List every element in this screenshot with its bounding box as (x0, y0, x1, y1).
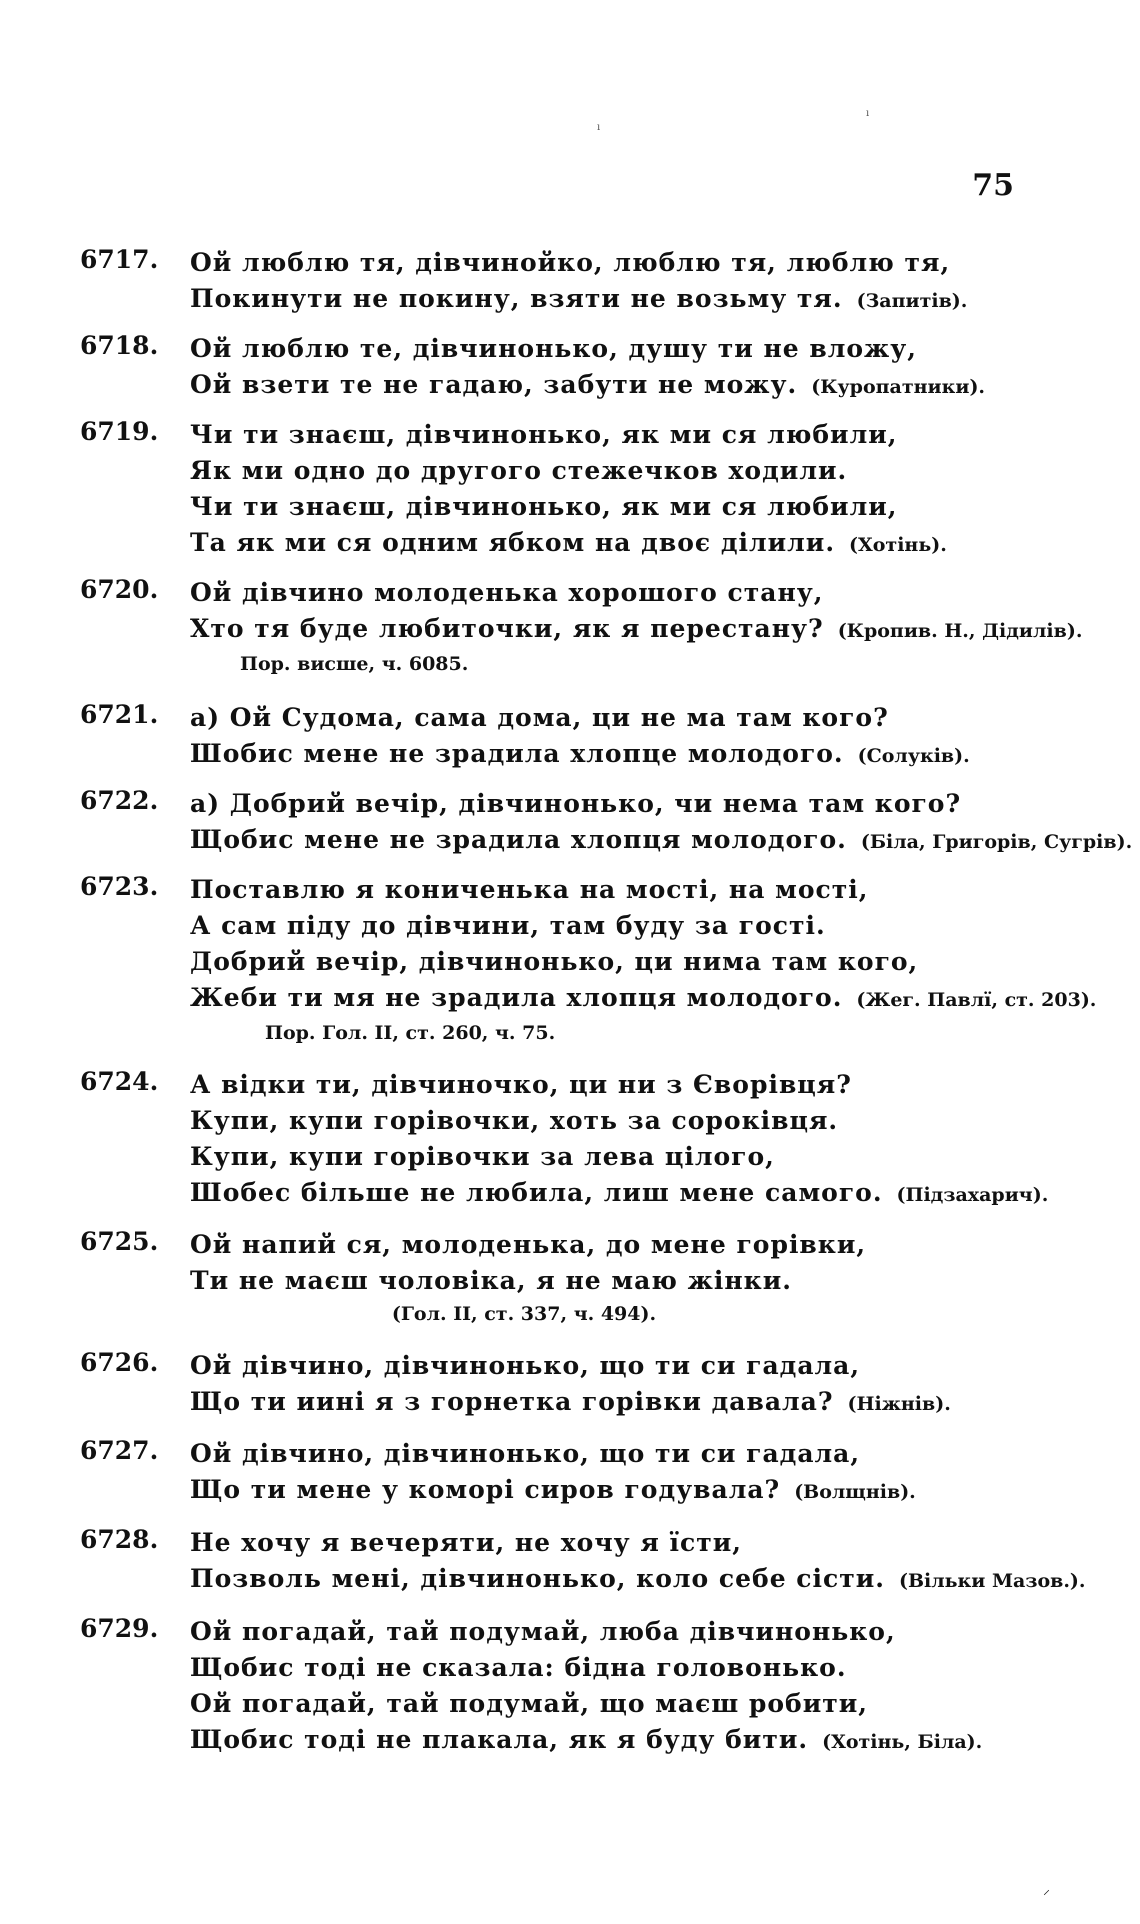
entry (80, 1525, 1086, 1599)
source-reference: (Ніжнів). (847, 1393, 951, 1415)
print-speck: ı (866, 108, 870, 119)
entry (80, 1348, 951, 1422)
source-reference: (Вільки Мазов.). (898, 1570, 1086, 1592)
entry-number: 6725. (80, 1227, 159, 1256)
source-reference: (Біла, Григорів, Сугрів). (860, 831, 1133, 853)
cross-reference-note: (Гол. II, ст. 337, ч. 494). (391, 1303, 657, 1325)
verse-line: Ой погадай, тай подумай, люба дівчинонько, (190, 1617, 896, 1646)
verse-line: Що ти иині я з горнетка горівки давала? (190, 1387, 834, 1416)
verse-line: Покинути не покину, взяти не возьму тя. (190, 284, 843, 313)
entry-number: 6717. (80, 245, 159, 274)
entry (80, 1067, 1048, 1213)
verse-line: Хто тя буде любиточки, як я перестану? (190, 614, 824, 643)
verse-line: Ой напий ся, молоденька, до мене горівки, (190, 1230, 867, 1259)
page-number: 75 (972, 168, 1014, 203)
source-reference: (Жег. Павлї, ст. 203). (856, 989, 1097, 1011)
verse-line: Ой дівчино, дівчинонько, що ти си гадала, (190, 1351, 861, 1380)
verse-line: Добрий вечір, дівчинонько, ци нима там кого, (190, 947, 919, 976)
source-reference: (Хотінь). (849, 534, 947, 556)
entry (80, 1436, 916, 1510)
verse-line: а) Ой Судома, сама дома, ци не ма там кого? (190, 703, 889, 732)
verse-line: Ти не маєш чоловіка, я не маю жінки. (190, 1266, 792, 1295)
entry (80, 872, 1096, 1048)
verse-line: Щобис мене не зрадила хлопця молодого. (190, 825, 847, 854)
verse-line: Жеби ти мя не зрадила хлопця молодого. (190, 983, 843, 1012)
verse-line: Шобес більше не любила, лиш мене самого. (190, 1178, 883, 1207)
entry (80, 1227, 866, 1329)
entry (80, 700, 970, 774)
print-mark: ⸝ (1043, 1882, 1050, 1898)
verse-line: а) Добрий вечір, дівчинонько, чи нема там кого? (190, 789, 962, 818)
entry-number: 6723. (80, 872, 159, 901)
entry-number: 6729. (80, 1614, 159, 1643)
source-reference: (Солуків). (857, 745, 970, 767)
entry-number: 6721. (80, 700, 159, 729)
verse-line: Не хочу я вечеряти, не хочу я їсти, (190, 1528, 742, 1557)
entry-number: 6718. (80, 331, 159, 360)
verse-line: Чи ти знаєш, дівчинонько, як ми ся любили, (190, 420, 898, 449)
verse-line: Ой взети те не гадаю, забути не можу. (190, 370, 798, 399)
verse-line: Купи, купи горівочки за лева цілого, (190, 1142, 775, 1171)
entry-number: 6728. (80, 1525, 159, 1554)
entry (80, 245, 967, 319)
verse-line: Позволь мені, дівчинонько, коло себе сісти. (190, 1564, 885, 1593)
verse-line: А відки ти, дівчиночко, ци ни з Єворівця? (190, 1070, 852, 1099)
verse-line: Що ти мене у коморі сиров годувала? (190, 1475, 781, 1504)
entry (80, 575, 1082, 679)
verse-line: Та як ми ся одним ябком на двоє ділили. (190, 528, 836, 557)
entry (80, 786, 1132, 860)
verse-line: Купи, купи горівочки, хоть за сороківця. (190, 1106, 839, 1135)
verse-line: А сам піду до дівчини, там буду за гості. (190, 911, 826, 940)
entry-number: 6720. (80, 575, 159, 604)
verse-line: Ой люблю тя, дівчинойко, люблю тя, люблю тя, (190, 248, 951, 277)
verse-line: Ой дівчино молоденька хорошого стану, (190, 578, 824, 607)
verse-line: Щобис тоді не плакала, як я буду бити. (190, 1725, 809, 1754)
verse-line: Ой дівчино, дівчинонько, що ти си гадала, (190, 1439, 861, 1468)
entry (80, 1614, 982, 1760)
verse-line: Шобис мене не зрадила хлопце молодого. (190, 739, 844, 768)
source-reference: (Кропив. Н., Дідилів). (837, 620, 1083, 642)
source-reference: (Запитів). (856, 290, 968, 312)
entry (80, 417, 947, 563)
entry (80, 331, 985, 405)
entry-number: 6722. (80, 786, 159, 815)
cross-reference-note: Пор. висше, ч. 6085. (240, 653, 469, 675)
source-reference: (Волщнів). (794, 1481, 916, 1503)
verse-line: Чи ти знаєш, дівчинонько, як ми ся любили, (190, 492, 898, 521)
verse-line: Ой люблю те, дівчинонько, душу ти не вложу, (190, 334, 917, 363)
source-reference: (Куропатники). (811, 376, 986, 398)
verse-line: Ой погадай, тай подумай, що маєш робити, (190, 1689, 869, 1718)
cross-reference-note: Пор. Гол. II, ст. 260, ч. 75. (265, 1022, 556, 1044)
entry-number: 6727. (80, 1436, 159, 1465)
entry-number: 6719. (80, 417, 159, 446)
verse-line: Поставлю я кониченька на мості, на мості, (190, 875, 869, 904)
print-speck: ı (597, 122, 601, 133)
source-reference: (Підзахарич). (896, 1184, 1049, 1206)
entry-number: 6724. (80, 1067, 159, 1096)
entry-number: 6726. (80, 1348, 159, 1377)
verse-line: Щобис тоді не сказала: бідна головонько. (190, 1653, 847, 1682)
source-reference: (Хотінь, Біла). (822, 1731, 983, 1753)
verse-line: Як ми одно до другого стежечков ходили. (190, 456, 848, 485)
